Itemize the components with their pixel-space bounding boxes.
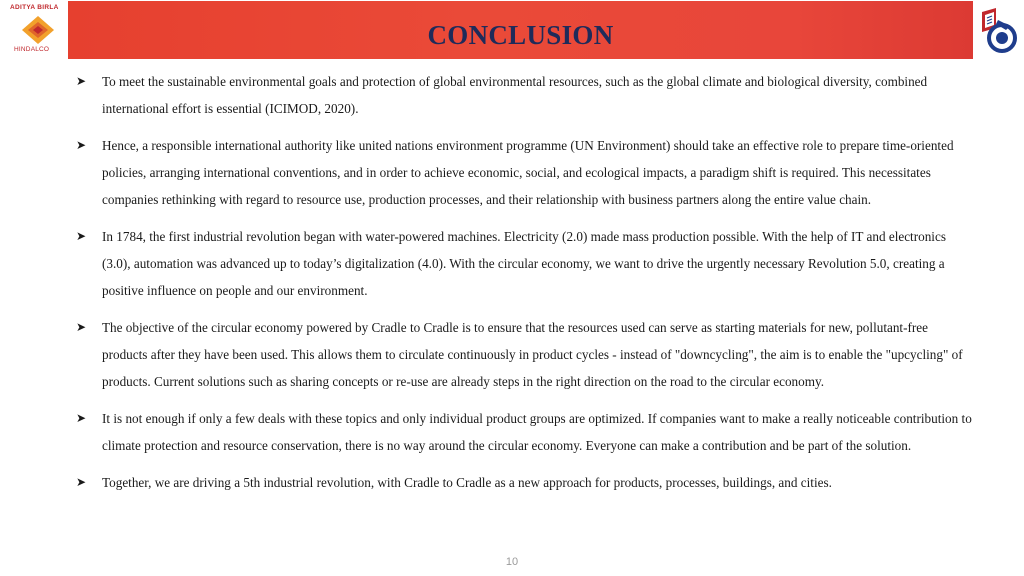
bullet-text: Together, we are driving a 5th industrial revolution, with Cradle to Cradle as a new approach for products, processes, buildings, and cities. bbox=[102, 475, 832, 490]
logo-company-name: HINDALCO bbox=[14, 46, 50, 53]
list-item bbox=[76, 405, 976, 459]
conclusion-bullet-list bbox=[76, 68, 976, 506]
bullet-text: In 1784, the first industrial revolution began with water-powered machines. Electricity (2.0) made mass production possible. With the help of IT and electronics (3.0), automation was advanced up to today’s digitalization (4.0). With the circular economy, we want to drive the urgently necessary Revolution 5.0, creating a positive influence on people and our environment. bbox=[102, 229, 946, 298]
arrow-bullet-icon: ➤ bbox=[76, 229, 87, 243]
bullet-text: Hence, a responsible international authority like united nations environment programme (UN Environment) should take an effective role to prepare time-oriented policies, arranging international conventions, and in order to achieve economic, social, and ecological impacts, a paradigm shift is required. This necessitates companies rethinking with regard to resource use, production processes, and their relationship with business partners along the entire value chain. bbox=[102, 138, 954, 207]
bullet-text: The objective of the circular economy powered by Cradle to Cradle is to ensure that the resources used can serve as starting materials for new, pollutant-free products after they have been used. This allows them to circulate continuously in product cycles - instead of "downcycling", the aim is to enable the "upcycling" of products. Current solutions such as sharing concepts or re-use are already steps in the right direction on the road to the circular economy. bbox=[102, 320, 963, 389]
title-banner bbox=[68, 1, 973, 59]
bullet-text: It is not enough if only a few deals with these topics and only individual product groups are optimized. If companies want to make a really noticeable contribution to climate protection and resource conservation, there is no way around the circular economy. Everyone can make a contribution and be part of the solution. bbox=[102, 411, 972, 453]
page-title: CONCLUSION bbox=[427, 20, 614, 50]
list-item bbox=[76, 68, 976, 122]
arrow-bullet-icon: ➤ bbox=[76, 74, 87, 88]
university-emblem-icon bbox=[976, 6, 1020, 56]
arrow-bullet-icon: ➤ bbox=[76, 475, 87, 489]
list-item bbox=[76, 314, 976, 395]
hindalco-logo bbox=[8, 4, 68, 60]
bullet-text: To meet the sustainable environmental goals and protection of global environmental resources, such as the global climate and biological diversity, combined international effort is essential (ICIMOD, 2020). bbox=[102, 74, 928, 116]
logo-brand-name: ADITYA BIRLA bbox=[10, 4, 59, 11]
list-item bbox=[76, 223, 976, 304]
arrow-bullet-icon: ➤ bbox=[76, 411, 87, 425]
arrow-bullet-icon: ➤ bbox=[76, 320, 87, 334]
page-number: 10 bbox=[505, 556, 519, 568]
logo-emblem-icon bbox=[18, 14, 58, 46]
list-item bbox=[76, 469, 976, 496]
arrow-bullet-icon: ➤ bbox=[76, 138, 87, 152]
list-item bbox=[76, 132, 976, 213]
